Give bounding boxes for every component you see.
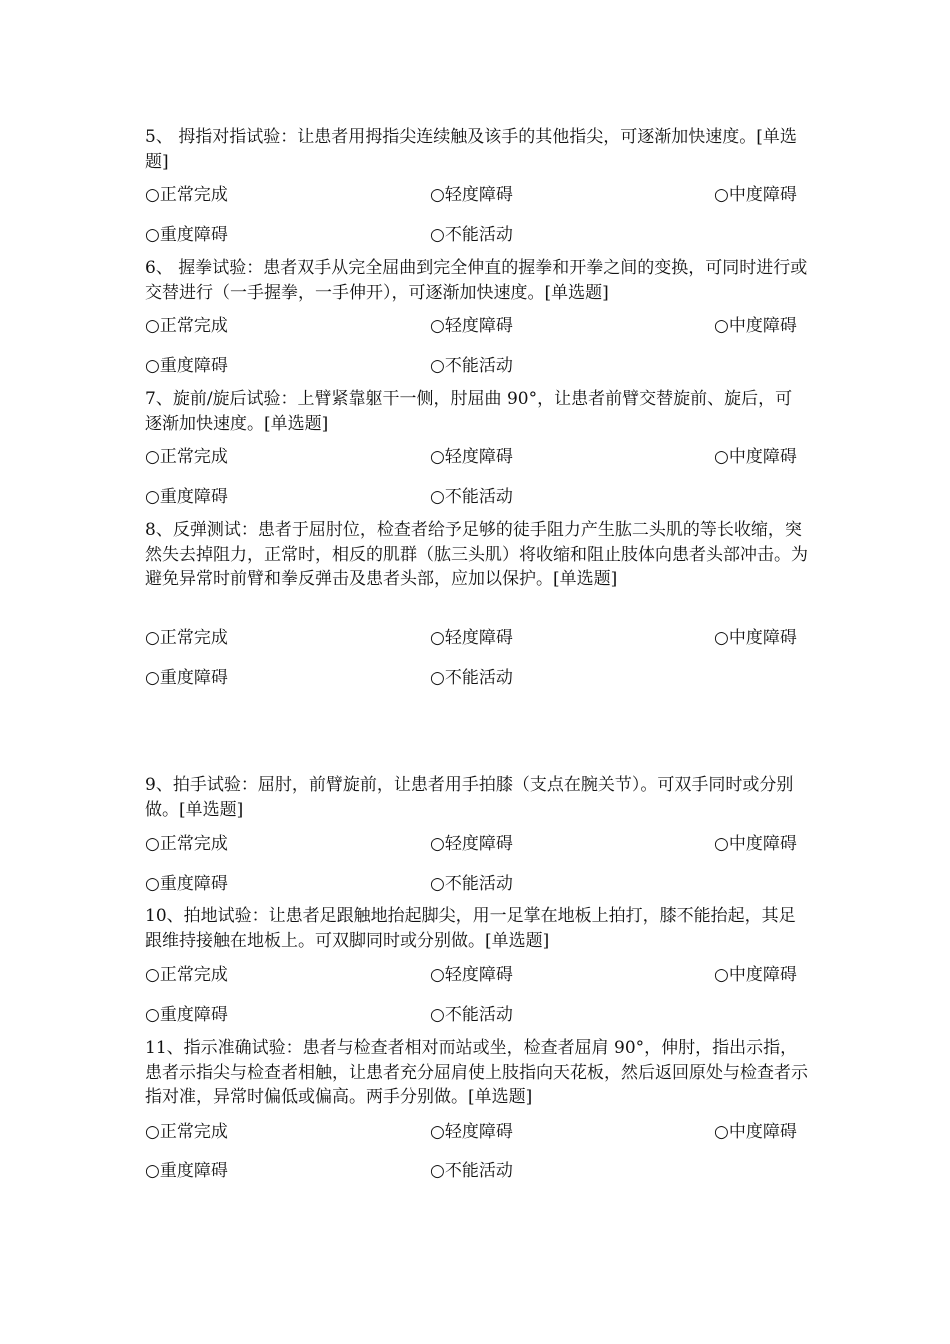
radio-icon[interactable]: ○ — [430, 1122, 445, 1142]
q8-option-unable[interactable]: ○不能活动 — [430, 668, 513, 688]
q10-option-normal[interactable]: ○正常完成 — [145, 965, 228, 985]
question-6-options-row-1 — [145, 314, 809, 338]
q8-option-mild[interactable]: ○轻度障碍 — [430, 628, 513, 648]
question-7-text: 7、旋前/旋后试验：上臂紧靠躯干一侧，肘屈曲 90°，让患者前臂交替旋前、旋后，可逐渐加快速度。[单选题] — [145, 389, 793, 434]
q11-option-normal[interactable]: ○正常完成 — [145, 1122, 228, 1142]
radio-icon[interactable]: ○ — [430, 668, 445, 688]
question-10-text: 10、拍地试验：让患者足跟触地抬起脚尖，用一足掌在地板上拍打，膝不能抬起，其足跟维持接触在地板上。可双脚同时或分别做。[单选题] — [145, 906, 796, 951]
question-11-text: 11、指示准确试验：患者与检查者相对而站或坐，检查者屈肩 90°，伸肘，指出示指，患者示指尖与检查者相触，让患者充分屈肩使上肢指向天花板，然后返回原处与检查者示指对准，异常时偏低或偏高。两手分别做。[单选题] — [145, 1038, 808, 1107]
radio-icon[interactable]: ○ — [430, 834, 445, 854]
q11-option-severe[interactable]: ○重度障碍 — [145, 1161, 228, 1181]
radio-icon[interactable]: ○ — [714, 965, 729, 985]
q9-option-normal[interactable]: ○正常完成 — [145, 834, 228, 854]
question-10-options-row-2 — [145, 1003, 809, 1027]
radio-icon[interactable]: ○ — [430, 1005, 445, 1025]
question-9-options-row-1 — [145, 832, 809, 856]
q9-option-moderate[interactable]: ○中度障碍 — [714, 834, 797, 854]
question-5-text: 5、 拇指对指试验：让患者用拇指尖连续触及该手的其他指尖，可逐渐加快速度。[单选题] — [145, 127, 797, 172]
radio-icon[interactable]: ○ — [714, 447, 729, 467]
radio-icon[interactable]: ○ — [145, 185, 160, 205]
question-8-options-row-1 — [145, 626, 809, 650]
radio-icon[interactable]: ○ — [145, 668, 160, 688]
q6-option-unable[interactable]: ○不能活动 — [430, 356, 513, 376]
q11-option-moderate[interactable]: ○中度障碍 — [714, 1122, 797, 1142]
q7-option-unable[interactable]: ○不能活动 — [430, 487, 513, 507]
q6-option-normal[interactable]: ○正常完成 — [145, 316, 228, 336]
question-9-text: 9、拍手试验：屈肘，前臂旋前，让患者用手拍膝（支点在腕关节）。可双手同时或分别做。[单选题] — [145, 775, 794, 820]
q8-option-normal[interactable]: ○正常完成 — [145, 628, 228, 648]
radio-icon[interactable]: ○ — [430, 1161, 445, 1181]
radio-icon[interactable]: ○ — [145, 316, 160, 336]
q7-option-moderate[interactable]: ○中度障碍 — [714, 447, 797, 467]
q7-option-mild[interactable]: ○轻度障碍 — [430, 447, 513, 467]
question-10-options-row-1 — [145, 963, 809, 987]
q9-option-unable[interactable]: ○不能活动 — [430, 874, 513, 894]
radio-icon[interactable]: ○ — [145, 1122, 160, 1142]
q8-option-severe[interactable]: ○重度障碍 — [145, 668, 228, 688]
q9-option-severe[interactable]: ○重度障碍 — [145, 874, 228, 894]
q5-option-unable[interactable]: ○不能活动 — [430, 225, 513, 245]
question-8-text: 8、反弹测试：患者于屈肘位，检查者给予足够的徒手阻力产生肱二头肌的等长收缩，突然失去掉阻力，正常时，相反的肌群（肱三头肌）将收缩和阻止肢体向患者头部冲击。为避免异常时前臂和拳反弹击及患者头部，应加以保护。[单选题] — [145, 520, 808, 589]
q5-option-normal[interactable]: ○正常完成 — [145, 185, 228, 205]
q11-option-mild[interactable]: ○轻度障碍 — [430, 1122, 513, 1142]
question-6-options-row-2 — [145, 354, 809, 378]
question-11-options-row-2 — [145, 1159, 809, 1183]
radio-icon[interactable]: ○ — [430, 316, 445, 336]
radio-icon[interactable]: ○ — [145, 447, 160, 467]
question-8-options-row-2 — [145, 666, 809, 690]
q5-option-mild[interactable]: ○轻度障碍 — [430, 185, 513, 205]
question-11-options-row-1 — [145, 1120, 809, 1144]
radio-icon[interactable]: ○ — [145, 225, 160, 245]
radio-icon[interactable]: ○ — [145, 874, 160, 894]
q8-option-moderate[interactable]: ○中度障碍 — [714, 628, 797, 648]
question-5-options-row-1 — [145, 183, 809, 207]
q6-option-severe[interactable]: ○重度障碍 — [145, 356, 228, 376]
q7-option-normal[interactable]: ○正常完成 — [145, 447, 228, 467]
radio-icon[interactable]: ○ — [145, 1005, 160, 1025]
radio-icon[interactable]: ○ — [714, 834, 729, 854]
radio-icon[interactable]: ○ — [145, 487, 160, 507]
radio-icon[interactable]: ○ — [430, 965, 445, 985]
question-5-options-row-2 — [145, 223, 809, 247]
radio-icon[interactable]: ○ — [714, 628, 729, 648]
q11-option-unable[interactable]: ○不能活动 — [430, 1161, 513, 1181]
radio-icon[interactable]: ○ — [430, 356, 445, 376]
q5-option-severe[interactable]: ○重度障碍 — [145, 225, 228, 245]
radio-icon[interactable]: ○ — [430, 487, 445, 507]
q5-option-moderate[interactable]: ○中度障碍 — [714, 185, 797, 205]
radio-icon[interactable]: ○ — [145, 628, 160, 648]
radio-icon[interactable]: ○ — [714, 185, 729, 205]
question-6-text: 6、 握拳试验：患者双手从完全屈曲到完全伸直的握拳和开拳之间的变换，可同时进行或交替进行（一手握拳，一手伸开），可逐渐加快速度。[单选题] — [145, 258, 808, 303]
radio-icon[interactable]: ○ — [145, 834, 160, 854]
q9-option-mild[interactable]: ○轻度障碍 — [430, 834, 513, 854]
radio-icon[interactable]: ○ — [145, 1161, 160, 1181]
radio-icon[interactable]: ○ — [430, 874, 445, 894]
radio-icon[interactable]: ○ — [430, 628, 445, 648]
q6-option-mild[interactable]: ○轻度障碍 — [430, 316, 513, 336]
radio-icon[interactable]: ○ — [430, 185, 445, 205]
question-9-options-row-2 — [145, 872, 809, 896]
q7-option-severe[interactable]: ○重度障碍 — [145, 487, 228, 507]
q10-option-unable[interactable]: ○不能活动 — [430, 1005, 513, 1025]
radio-icon[interactable]: ○ — [430, 447, 445, 467]
radio-icon[interactable]: ○ — [145, 356, 160, 376]
q10-option-mild[interactable]: ○轻度障碍 — [430, 965, 513, 985]
q10-option-moderate[interactable]: ○中度障碍 — [714, 965, 797, 985]
radio-icon[interactable]: ○ — [714, 316, 729, 336]
radio-icon[interactable]: ○ — [714, 1122, 729, 1142]
q6-option-moderate[interactable]: ○中度障碍 — [714, 316, 797, 336]
q10-option-severe[interactable]: ○重度障碍 — [145, 1005, 228, 1025]
radio-icon[interactable]: ○ — [430, 225, 445, 245]
question-7-options-row-2 — [145, 485, 809, 509]
radio-icon[interactable]: ○ — [145, 965, 160, 985]
question-7-options-row-1 — [145, 445, 809, 469]
